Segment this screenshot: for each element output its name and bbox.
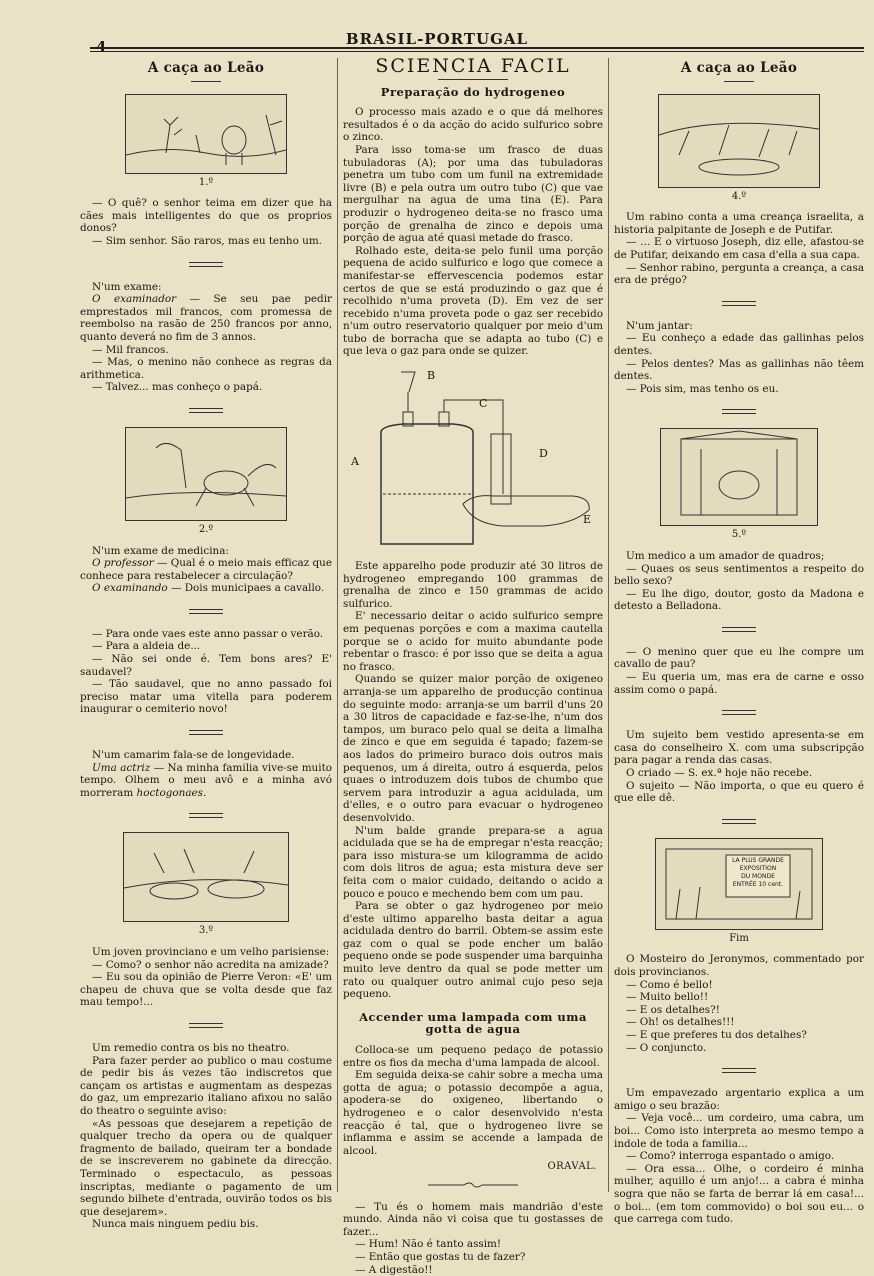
paragraph: Um sujeito bem vestido apresenta-se em casa do conselheiro X. com uma subscripção para pagar a renda das casas. xyxy=(614,729,864,767)
dialogue-line: — Como? interroga espantado o amigo. xyxy=(626,1150,835,1163)
anecdote-intro: N'um exame de medicina: xyxy=(92,544,229,557)
dialogue-line: — ... E o virtuoso Joseph, diz elle, afastou-se de Putifar, deixando em casa d'ella a sua capa. xyxy=(614,236,864,261)
column-divider xyxy=(337,58,338,1192)
article-subtitle: Preparação do hydrogeneo xyxy=(380,84,566,99)
apparatus-diagram xyxy=(343,364,603,560)
diagram-label-d: D xyxy=(539,447,548,461)
dialogue-line: — Não sei onde é. Tem bons ares? E' saudavel? xyxy=(80,653,332,678)
separator xyxy=(722,409,756,414)
lion-hunt-illustration xyxy=(126,95,286,173)
dialogue-line: — Ora essa... Olhe, o cordeiro é minha mulher, aquillo é um anjo!... a cabra é minha sogra que não se farta de berrar lá em casa!... o boi... (em tom commovido) o boi sou eu... o que carrega com tudo. xyxy=(614,1162,864,1226)
column-divider xyxy=(608,58,609,1192)
dialogue-line: — Pelos dentes? Mas as gallinhas não têem dentes. xyxy=(614,357,864,383)
section-title: A caça ao Leão xyxy=(680,60,798,76)
dialogue-line: — Como? o senhor não acredita na amizade? xyxy=(92,958,329,971)
separator xyxy=(722,627,756,632)
dialogue-line: — Veja você... um cordeiro, uma cabra, um boi... Como isto interpreta ao mesmo tempo a indole de toda a familia... xyxy=(614,1112,864,1150)
header-rule-thin xyxy=(90,51,864,52)
paragraph: Quando se quizer maior porção de oxigeneo arranja-se um apparelho de producção continua do seguinte modo: arranja-se um barril d'uns 20 a 30 litros de capacidade e faz-se-lhe, n'um dos tampos, um buraco pelo qual se deita a limalha de zinco e que em seguida é tapado; fazem-se aos lados do primeiro buraco dois outros mais pequenos, um á direita, outro á esquerda, pelos quaes o introduzem dois tubos de chumbo que servem para introduzir a agua acidulada, um d'elles, e o outro para evacuar o hydrogeneo desenvolvido. xyxy=(343,673,603,824)
figure-caption: 3.º xyxy=(198,925,214,937)
dialogue-line: — Tu és o homem mais mandrião d'este mundo. Ainda não vi coisa que tu gostasses de fazer... xyxy=(343,1200,603,1238)
section-title: A caça ao Leão xyxy=(147,60,265,76)
paragraph: Para fazer perder ao publico o mau costume de pedir bis ás vezes tão indiscretos que cançam os artistas e augmentam as despezas do gaz, um emprezario italiano afixou no salão do theatro o seguinte aviso: xyxy=(80,1054,332,1117)
figure-caption: 4.º xyxy=(731,190,747,202)
paragraph: Rolhado este, deita-se pelo funil uma porção pequena de acido sulfurico e logo que comece a manifestar-se effervescencia podemos estar certos de que se está produzindo o gaz que é recolhido n'uma proveta (D). Em vez de ser recebido n'uma proveta pode o gaz ser recebido n'um outro reservatorio qualquer por meio d'um tubo de borracha que se adapta ao tubo (C) e que leva o gaz para onde se quizer. xyxy=(343,244,603,358)
paragraph: Em seguida deixa-se cahir sobre a mecha uma gotta de agua; o potassio decompõe a agua, apodera-se do oxigeneo, libertando o hydrogeneo e o calor desenvolvido n'esta reacção é tal, que o hydrogeneo livre se inflamma e assim se accende a lampada de alcool. xyxy=(343,1069,603,1157)
dialogue-line: — Eu conheço a edade das gallinhas pelos dentes. xyxy=(614,332,864,357)
cartoon-figure-2 xyxy=(125,427,287,521)
paragraph: Um empavezado argentario explica a um amigo o seu brazão: xyxy=(614,1087,864,1112)
paragraph: Nunca mais ninguem pediu bis. xyxy=(92,1218,259,1231)
separator xyxy=(722,819,756,824)
dialogue-line: O criado — S. ex.ª hoje não recebe. xyxy=(626,767,813,780)
dialogue-line: — E os detalhes?! xyxy=(626,1003,720,1016)
anecdote-line: O professor — Qual é o meio mais efficaz que conhece para restabelecer a circulação? xyxy=(80,557,332,582)
paragraph: Um rabino conta a uma creança israelita, a historia palpitante de Joseph e de Putifar. xyxy=(614,211,864,236)
cartoon-figure-3 xyxy=(123,832,289,922)
header-rule xyxy=(90,47,864,49)
figure-caption: 2.º xyxy=(198,523,214,535)
column-right xyxy=(614,58,864,1226)
dialogue-line: — Eu lhe digo, doutor, gosto da Madona e detesto a Belladona. xyxy=(614,587,864,613)
anecdote-intro: N'um camarim fala-se de longevidade. xyxy=(92,749,295,762)
hydrogen-apparatus-illustration xyxy=(343,364,603,560)
dialogue-line: — Então que gostas tu de fazer? xyxy=(355,1250,526,1263)
diagram-label-c: C xyxy=(479,397,488,411)
figure-caption: 5.º xyxy=(731,529,747,541)
dialogue-line: — E que preferes tu dos detalhes? xyxy=(626,1028,807,1041)
separator xyxy=(189,813,223,818)
separator xyxy=(722,1068,756,1073)
dialogue-line: — Muito bello!! xyxy=(626,991,709,1004)
dialogue-line: — Eu queria um, mas era de carne e osso assim como o papá. xyxy=(614,671,864,696)
paragraph: Para isso toma-se um frasco de duas tubuladoras (A); por uma das tubuladoras penetra um tubo com um funil na extremidade livre (B) e pela outra um outro tubo (C) que vae mergulhar na agua de uma tina (E). Para produzir o hydrogeneo deita-se no frasco uma porção de grenalha de zinco e depois uma porção de agua até quasi metade do frasco. xyxy=(343,143,603,245)
separator xyxy=(189,262,223,267)
running-title: BRASIL-PORTUGAL xyxy=(345,30,529,48)
dialogue-line: — O menino quer que eu lhe compre um cavallo de pau? xyxy=(614,645,864,671)
dialogue-line: — Como é bello! xyxy=(626,978,713,991)
cartoon-figure-5 xyxy=(660,428,818,526)
paragraph: Este apparelho pode produzir até 30 litros de hydrogeneo empregando 100 grammas de grenalha de zinco e 150 grammas de acido sulfurico. xyxy=(343,560,603,610)
cartoon-figure-6 xyxy=(655,838,823,930)
separator xyxy=(189,730,223,735)
paragraph: O processo mais azado e o que dá melhores resultados é o da acção do acido sulfurico sobre o zinco. xyxy=(343,106,603,144)
page-number: 4 xyxy=(96,38,107,56)
paragraph: Colloca-se um pequeno pedaço de potassio entre os fios da mecha d'uma lampada de alcool. xyxy=(343,1044,603,1069)
paragraph: Para se obter o gaz hydrogeneo por meio d'este ultimo apparelho basta deitar a agua acidulada dentro do barril. Obtem-se assim este gaz com o qual se pode encher um balão pequeno onde se pode suspender uma barquinha muito leve dentro da qual se pode metter um rato ou qualquer outro animal cujo peso seja pequeno. xyxy=(343,900,603,1001)
article-subtitle: Accender uma lampada com uma gotta de agua xyxy=(359,1009,587,1037)
separator xyxy=(722,710,756,715)
separator xyxy=(189,609,223,614)
dialogue-line: — Hum! Não é tanto assim! xyxy=(355,1238,502,1251)
ornament-divider xyxy=(343,1180,603,1193)
dialogue-line: — O conjuncto. xyxy=(626,1041,707,1054)
paragraph: «As pessoas que desejarem a repetição de qualquer trecho da opera ou de qualquer fragmento de bailado, queiram ter a bondade de se inscreverem no gabinete da direcção. Terminado o espectaculo, as pessoas inscriptas, mediante o pagamento de um segundo bilhete d'entrada, ouvirão todos os bis que desejarem». xyxy=(80,1117,332,1218)
dialogue-line: — Eu sou da opinião de Pierre Veron: «E' um chapeu de chuva que se volta desde que faz mau tempo!... xyxy=(80,971,332,1009)
anecdote-intro: N'um jantar: xyxy=(626,319,693,332)
paragraph: O Mosteiro do Jeronymos, commentado por dois provincianos. xyxy=(614,953,864,978)
anecdote-intro: N'um exame: xyxy=(92,280,162,293)
cartoon-figure-1 xyxy=(125,94,287,174)
lion-hunt-illustration xyxy=(661,429,817,525)
figure-caption: Fim xyxy=(729,932,749,944)
title-rule xyxy=(724,81,754,82)
dialogue-line: — Para a aldeia de... xyxy=(92,640,201,653)
column-center xyxy=(343,55,603,1276)
title-rule xyxy=(191,81,221,82)
figure-caption: 1.º xyxy=(198,176,214,188)
paragraph: E' necessario deitar o acido sulfurico sempre em pequenas porções e com a maxima cautella porque se o acido for muito abundante pode rebentar o frasco: é por isso que se deita a agua no frasco. xyxy=(343,610,603,673)
title-rule xyxy=(438,79,508,80)
separator xyxy=(722,301,756,306)
anecdote-line: O examinando — Dois municipaes a cavallo. xyxy=(92,582,325,595)
paragraph: N'um balde grande prepara-se a agua acidulada que se ha de empregar n'esta reacção; para isso mistura-se um kilogramma de acido com dois litros de agua; esta mistura deve ser feita com o maior cuidado, deitando o acido a pouco e pouco e mechendo bem com um pau. xyxy=(343,824,603,900)
lion-hunt-illustration xyxy=(126,428,286,520)
dialogue-line: — A digestão!! xyxy=(355,1263,433,1276)
diagram-label-a: A xyxy=(351,455,359,469)
diagram-label-e: E xyxy=(583,513,592,527)
section-title: SCIENCIA FACIL xyxy=(375,55,571,77)
ornament-icon xyxy=(428,1181,518,1189)
separator xyxy=(189,1023,223,1028)
dialogue-line: — Sim senhor. São raros, mas eu tenho um. xyxy=(92,234,322,247)
dialogue-line: — Mas, o menino não conhece as regras da arithmetica. xyxy=(80,356,332,381)
dialogue-line: — Pois sim, mas tenho os eu. xyxy=(626,382,779,395)
paragraph: Um remedio contra os bis no theatro. xyxy=(92,1041,290,1054)
dialogue-line: — Mil francos. xyxy=(92,343,169,356)
paragraph: Um medico a um amador de quadros; xyxy=(626,549,825,562)
dialogue-line: — Quaes os seus sentimentos a respeito do bello sexo? xyxy=(614,562,864,588)
dialogue-line: — Para onde vaes este anno passar o verão. xyxy=(92,627,324,640)
author-signature: ORAVAL. xyxy=(547,1161,597,1173)
lion-hunt-illustration xyxy=(124,833,288,921)
cartoon-figure-4 xyxy=(658,94,820,188)
dialogue-line: — O quê? o senhor teima em dizer que ha cães mais intelligentes do que os proprios donos? xyxy=(80,197,332,235)
dialogue-line: — Oh! os detalhes!!! xyxy=(626,1016,735,1029)
dialogue-line: Um joven provinciano e um velho parisiense: xyxy=(92,946,330,958)
separator xyxy=(189,408,223,413)
diagram-label-b: B xyxy=(427,369,436,383)
dialogue-line: — Senhor rabino, pergunta a creança, a casa era de prégo? xyxy=(614,261,865,287)
column-left xyxy=(80,58,332,1231)
exposition-sign: LA PLUS GRANDE EXPOSITION DU MONDE ENTRÉE 10 cent. xyxy=(732,856,784,888)
anecdote-line: O examinador — Se seu pae pedir emprestados mil francos, com promessa de reembolso na rasão de 250 francos por anno, quanto deverá no fim de 3 annos. xyxy=(80,293,332,343)
anecdote-line: Uma actriz — Na minha familia vive-se muito tempo. Olhem o meu avô e a minha avó morreram hoctogonaes. xyxy=(80,761,333,799)
lion-hunt-illustration xyxy=(659,95,819,187)
dialogue-line: — Tão saudavel, que no anno passado foi preciso matar uma vitella para poderem inaugurar o cemiterio novo! xyxy=(80,678,332,716)
dialogue-line: — Talvez... mas conheço o papá. xyxy=(92,381,263,394)
dialogue-line: O sujeito — Não importa, o que eu quero é que elle dê. xyxy=(614,779,864,805)
